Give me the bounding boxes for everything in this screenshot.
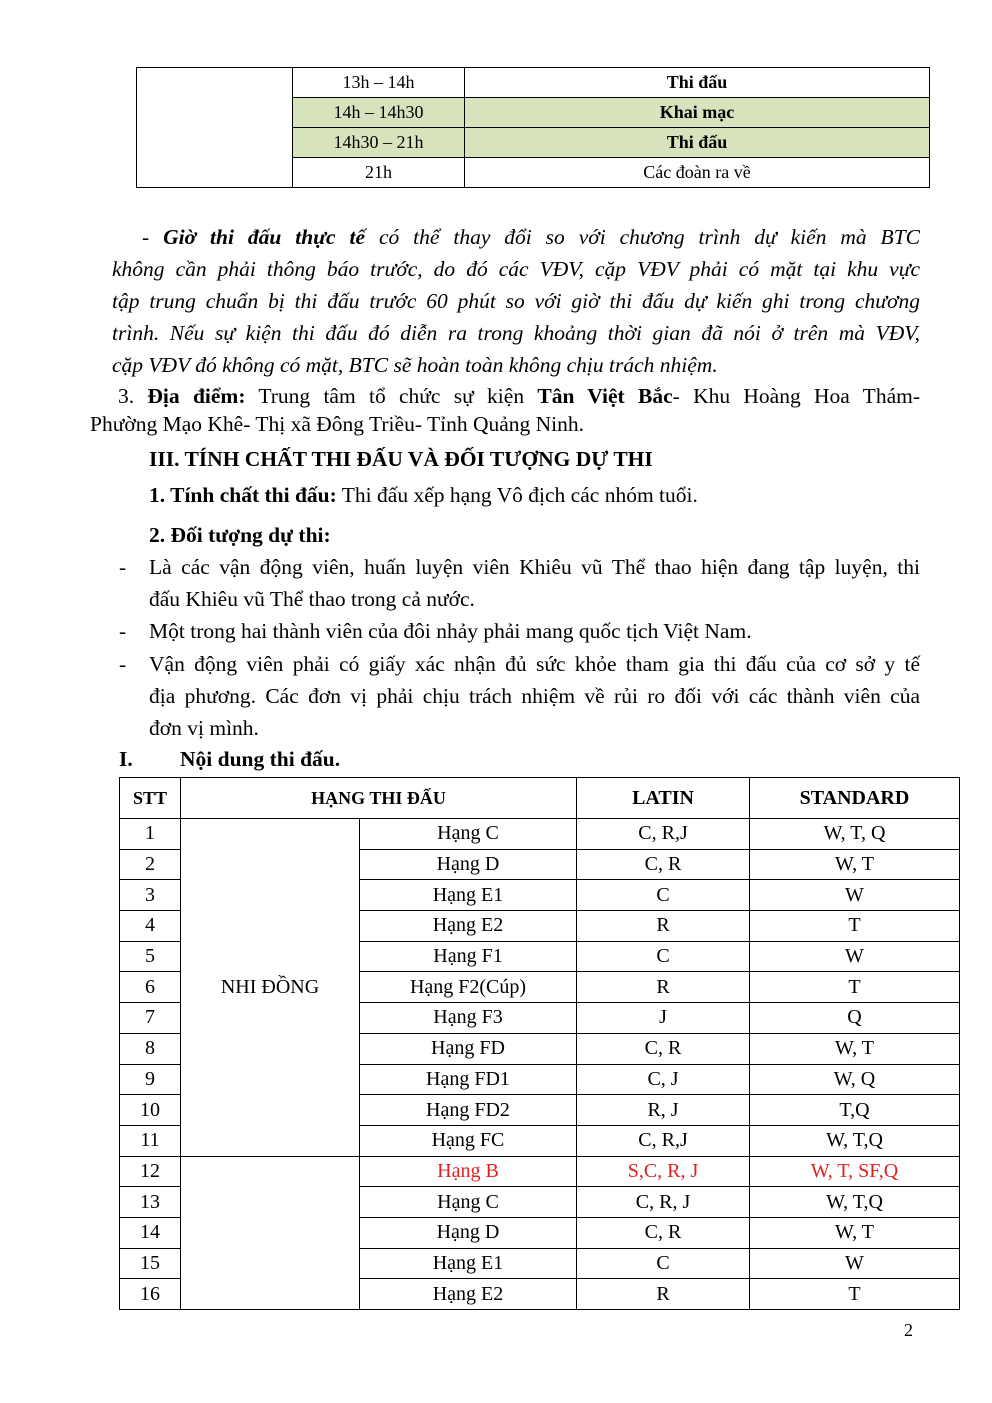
schedule-table: [136, 67, 930, 188]
class-cell: Hạng F2(Cúp): [360, 972, 577, 1003]
timing-note: [112, 221, 920, 381]
schedule-event: Thi đấu: [465, 128, 930, 158]
timing-note-line: cặp VĐV đó không có mặt, BTC sẽ hoàn toàn không chịu trách nhiệm.: [112, 353, 718, 377]
schedule-blank-cell: [137, 68, 293, 188]
latin-cell: C, R,J: [577, 1125, 750, 1156]
standard-cell: W, T, SF,Q: [750, 1156, 960, 1187]
bullet-item: [149, 615, 920, 647]
location-text: Trung tâm tổ chức sự kiện: [258, 384, 525, 408]
class-cell: Hạng FC: [360, 1125, 577, 1156]
timing-note-line: [112, 221, 920, 253]
stt-cell: 4: [120, 911, 181, 942]
location-label: Địa điểm:: [147, 384, 246, 408]
bullet-item: [149, 648, 920, 744]
header-standard: STANDARD: [750, 778, 960, 819]
location-number: 3.: [118, 384, 135, 408]
stt-cell: 3: [120, 880, 181, 911]
stt-cell: 9: [120, 1064, 181, 1095]
table-header-row: [120, 778, 960, 819]
latin-cell: C: [577, 941, 750, 972]
class-cell: Hạng E2: [360, 1279, 577, 1310]
note-dash: -: [142, 225, 150, 249]
location-line: Phường Mạo Khê- Thị xã Đông Triều- Tỉnh Quảng Ninh.: [90, 412, 585, 436]
latin-cell: C: [577, 880, 750, 911]
latin-cell: C, J: [577, 1064, 750, 1095]
standard-cell: T: [750, 972, 960, 1003]
bullet-line: đấu Khiêu vũ Thể thao trong cả nước.: [149, 587, 475, 611]
latin-cell: C, R, J: [577, 1187, 750, 1218]
bullet-marker: -: [119, 555, 127, 579]
class-cell: Hạng D: [360, 1217, 577, 1248]
location-text: - Khu Hoàng Hoa Thám-: [672, 384, 920, 408]
competition-table: [119, 777, 960, 1310]
schedule-row: [137, 68, 930, 98]
stt-cell: 8: [120, 1033, 181, 1064]
latin-cell: C, R: [577, 1217, 750, 1248]
latin-cell: C: [577, 1248, 750, 1279]
content-heading-number: I.: [119, 747, 133, 771]
class-cell: Hạng E1: [360, 1248, 577, 1279]
timing-note-line: tập trung chuẩn bị thi đấu trước 60 phút so với giờ thi đấu dự kiến ghi trong chương: [112, 289, 920, 313]
schedule-event: Khai mạc: [465, 98, 930, 128]
class-cell: Hạng B: [360, 1156, 577, 1187]
page-number: 2: [904, 1320, 913, 1340]
stt-cell: 11: [120, 1125, 181, 1156]
nature-text: Thi đấu xếp hạng Vô địch các nhóm tuổi.: [341, 483, 698, 507]
bullet-item: [149, 551, 920, 615]
standard-cell: W: [750, 941, 960, 972]
standard-cell: W: [750, 880, 960, 911]
header-latin: LATIN: [577, 778, 750, 819]
standard-cell: W, T: [750, 849, 960, 880]
nature-line: [149, 479, 698, 511]
location-paragraph: [90, 382, 920, 438]
class-cell: Hạng FD: [360, 1033, 577, 1064]
table-row: [120, 1156, 960, 1187]
latin-cell: R, J: [577, 1095, 750, 1126]
content-heading: Nội dung thi đấu.: [180, 747, 341, 771]
class-cell: Hạng FD1: [360, 1064, 577, 1095]
standard-cell: T,Q: [750, 1095, 960, 1126]
standard-cell: W, T,Q: [750, 1125, 960, 1156]
class-cell: Hạng FD2: [360, 1095, 577, 1126]
stt-cell: 14: [120, 1217, 181, 1248]
bullet-line: Vận động viên phải có giấy xác nhận đủ sức khỏe tham gia thi đấu của cơ sở y tế: [149, 652, 920, 676]
standard-cell: W, T,Q: [750, 1187, 960, 1218]
bullet-line: địa phương. Các đơn vị phải chịu trách nhiệm về rủi ro đối với các thành viên của: [149, 684, 920, 708]
class-cell: Hạng D: [360, 849, 577, 880]
class-cell: Hạng F1: [360, 941, 577, 972]
bullet-line: Là các vận động viên, huấn luyện viên Khiêu vũ Thể thao hiện đang tập luyện, thi: [149, 555, 920, 579]
class-cell: Hạng C: [360, 819, 577, 850]
age-group-cell: NHI ĐỒNG: [181, 819, 360, 1157]
latin-cell: S,C, R, J: [577, 1156, 750, 1187]
bullet-marker: -: [119, 652, 127, 676]
stt-cell: 7: [120, 1003, 181, 1034]
bullet-line: Một trong hai thành viên của đôi nhảy phải mang quốc tịch Việt Nam.: [149, 619, 752, 643]
class-cell: Hạng C: [360, 1187, 577, 1218]
latin-cell: C, R: [577, 849, 750, 880]
header-hang: HẠNG THI ĐẤU: [181, 778, 577, 819]
header-stt: STT: [120, 778, 181, 819]
schedule-time: 21h: [293, 158, 465, 188]
age-group-cell: [181, 1156, 360, 1309]
standard-cell: W, T, Q: [750, 819, 960, 850]
latin-cell: C, R,J: [577, 819, 750, 850]
schedule-time: 13h – 14h: [293, 68, 465, 98]
standard-cell: T: [750, 911, 960, 942]
stt-cell: 15: [120, 1248, 181, 1279]
bullet-line: đơn vị mình.: [149, 716, 259, 740]
note-bold-lead: Giờ thi đấu thực tế: [163, 225, 366, 249]
stt-cell: 10: [120, 1095, 181, 1126]
stt-cell: 6: [120, 972, 181, 1003]
latin-cell: C, R: [577, 1033, 750, 1064]
standard-cell: W, T: [750, 1033, 960, 1064]
latin-cell: R: [577, 1279, 750, 1310]
schedule-time: 14h – 14h30: [293, 98, 465, 128]
subjects-label: 2. Đối tượng dự thi:: [149, 523, 331, 547]
standard-cell: W, T: [750, 1217, 960, 1248]
location-line: [90, 382, 920, 410]
section-heading: III. TÍNH CHẤT THI ĐẤU VÀ ĐỐI TƯỢNG DỰ THI: [149, 447, 653, 471]
stt-cell: 1: [120, 819, 181, 850]
stt-cell: 13: [120, 1187, 181, 1218]
bullet-marker: -: [119, 619, 127, 643]
schedule-event: Thi đấu: [465, 68, 930, 98]
class-cell: Hạng E2: [360, 911, 577, 942]
latin-cell: J: [577, 1003, 750, 1034]
latin-cell: R: [577, 972, 750, 1003]
class-cell: Hạng F3: [360, 1003, 577, 1034]
standard-cell: W, Q: [750, 1064, 960, 1095]
standard-cell: W: [750, 1248, 960, 1279]
table-body: [120, 819, 960, 1310]
table-row: [120, 819, 960, 850]
standard-cell: Q: [750, 1003, 960, 1034]
timing-note-line: không cần phải thông báo trước, do đó các VĐV, cặp VĐV phải có mặt tại khu vực: [112, 257, 920, 281]
location-venue: Tân Việt Bắc: [537, 384, 673, 408]
note-text: có thể thay đổi so với chương trình dự kiến mà BTC: [378, 225, 920, 249]
stt-cell: 12: [120, 1156, 181, 1187]
schedule-time: 14h30 – 21h: [293, 128, 465, 158]
nature-label: 1. Tính chất thi đấu:: [149, 483, 337, 507]
class-cell: Hạng E1: [360, 880, 577, 911]
stt-cell: 16: [120, 1279, 181, 1310]
stt-cell: 5: [120, 941, 181, 972]
latin-cell: R: [577, 911, 750, 942]
standard-cell: T: [750, 1279, 960, 1310]
schedule-event: Các đoàn ra về: [465, 158, 930, 188]
stt-cell: 2: [120, 849, 181, 880]
timing-note-line: trình. Nếu sự kiện thi đấu đó diễn ra trong khoảng thời gian đã nói ở trên mà VĐV,: [112, 321, 920, 345]
